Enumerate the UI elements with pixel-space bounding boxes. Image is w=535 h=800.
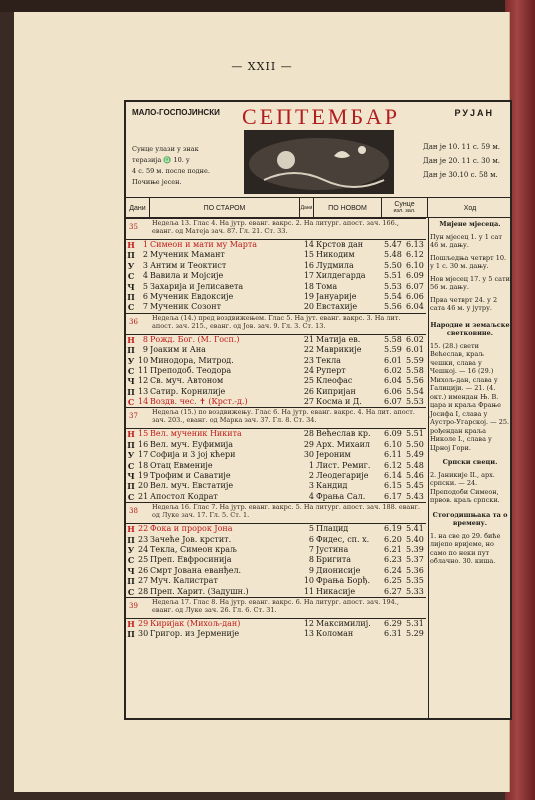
sunrise: 5.59 xyxy=(384,345,402,355)
day-row xyxy=(126,429,426,439)
day-row xyxy=(126,629,426,639)
sunrise: 6.20 xyxy=(384,534,402,544)
col-days: Дани xyxy=(126,198,150,218)
weekday: П xyxy=(127,250,135,261)
old-date: 12 xyxy=(138,376,148,386)
new-saint: Дионисије xyxy=(316,565,361,575)
old-date: 27 xyxy=(138,576,148,586)
day-row xyxy=(126,240,426,250)
weekday: У xyxy=(127,260,135,271)
old-date: 1 xyxy=(142,240,148,249)
old-saint: Григор. из Јерменије xyxy=(150,629,240,639)
sunrise: 5.54 xyxy=(384,291,402,301)
week-number: 39 xyxy=(129,601,138,610)
new-date: 9 xyxy=(308,565,314,575)
weekday: П xyxy=(127,386,135,397)
new-date: 20 xyxy=(303,302,314,312)
new-date: 24 xyxy=(303,365,314,375)
moon-phase-new: Нов мјесец 17. у 5 сати 56 м. дању. xyxy=(430,274,510,291)
sunrise: 5.50 xyxy=(384,260,402,270)
old-saint: Вел. муч. Еуфимија xyxy=(150,439,234,449)
serbian-saints-heading: Српски свеци. xyxy=(442,458,498,466)
new-date: 19 xyxy=(303,291,314,301)
sunrise: 6.27 xyxy=(384,586,402,596)
weekday: П xyxy=(127,481,135,492)
sunset: 5.59 xyxy=(406,355,424,365)
new-saint: Кипријан xyxy=(316,386,356,396)
new-date: 22 xyxy=(303,345,314,355)
sunset: 6.02 xyxy=(406,334,424,344)
old-date: 18 xyxy=(138,460,148,470)
new-date: 13 xyxy=(303,629,314,639)
sunset: 5.53 xyxy=(406,397,424,407)
new-saint: Плацид xyxy=(316,524,349,534)
day-row xyxy=(126,292,426,302)
sunrise: 6.24 xyxy=(384,565,402,575)
sunrise: 5.51 xyxy=(384,271,402,281)
new-saint: Максимилиј. xyxy=(316,618,371,628)
old-date: 5 xyxy=(142,281,148,291)
moon-phase-full: Пун мјесец 1. у 1 сат 46 м. дању. xyxy=(430,232,503,249)
new-saint: Фрања Сал. xyxy=(316,491,366,501)
day-row xyxy=(126,261,426,271)
sunrise: 6.11 xyxy=(384,450,402,460)
sunrise: 6.25 xyxy=(384,576,402,586)
new-date: 10 xyxy=(303,576,314,586)
sunrise: 6.23 xyxy=(384,555,402,565)
new-saint: Већеслав кр. xyxy=(316,429,371,439)
sunset: 5.49 xyxy=(406,450,424,460)
month-croatian-name: РУЈАН xyxy=(454,108,494,118)
old-date: 11 xyxy=(138,365,148,375)
old-saint: Минодора, Митрод. xyxy=(150,355,234,365)
illustration-image xyxy=(244,130,394,194)
new-saint: Лудмила xyxy=(316,260,354,270)
day-row xyxy=(126,555,426,565)
sunset: 5.43 xyxy=(406,491,424,501)
old-saint: Мученик Созонт xyxy=(150,302,222,312)
moon-phase-first: Прва четврт 24. у 2 сата 46 м. у јутру. xyxy=(430,295,498,312)
old-saint: Воздв. чес. ✝ (Крст.-д.) xyxy=(150,397,248,407)
month-old-name: МАЛО-ГОСПОЈИНСКИ xyxy=(132,108,220,117)
new-saint: Матија ев. xyxy=(316,334,361,344)
holidays-text: 15. (28.) свети Већеслав, краљ чешки, слава у Чешкој. — 16 (29.) Михољ-дан, слава у Галицији. — 21. (4. окт.) имендан Њ. В. цара и краља Фрање Јосифа I, слава у Аустро-Угарској. — 25. рођендан краља Николе I., слава у Црној Гори. xyxy=(430,341,510,452)
new-saint: Лист. Ремиг. xyxy=(316,460,371,470)
new-saint: Никасије xyxy=(316,586,356,596)
page-top-strip xyxy=(0,0,535,12)
new-date: 28 xyxy=(303,429,314,439)
new-date: 25 xyxy=(303,376,314,386)
weekday: С xyxy=(127,460,135,471)
day-row xyxy=(126,345,426,355)
day-lengths: Дан је 10. 11 с. 59 м. Дан је 20. 11 с. 30 м. Дан је 30.10 с. 58 м. xyxy=(423,143,500,179)
new-date: 7 xyxy=(308,544,314,554)
new-saint: Арх. Михаил xyxy=(316,439,370,449)
new-date: 12 xyxy=(303,618,314,628)
sunrise: 6.02 xyxy=(384,365,402,375)
sunrise: 6.31 xyxy=(384,629,402,639)
weekday: С xyxy=(127,397,135,408)
new-saint: Фидес, сп. х. xyxy=(316,534,370,544)
day-row xyxy=(126,545,426,555)
old-date: 16 xyxy=(138,439,148,449)
old-saint: Симеон и мати му Марта xyxy=(150,240,258,249)
sunset: 5.58 xyxy=(406,365,424,375)
old-saint: Антим и Теоктист xyxy=(150,260,227,270)
sunset: 5.48 xyxy=(406,460,424,470)
day-row xyxy=(126,481,426,491)
old-date: 4 xyxy=(142,271,148,281)
new-saint: Маврикије xyxy=(316,345,362,355)
old-saint: Отац Евменије xyxy=(150,460,213,470)
sunrise: 6.01 xyxy=(384,355,402,365)
weekday: Н xyxy=(127,524,135,535)
sunrise: 6.12 xyxy=(384,460,402,470)
new-date: 4 xyxy=(308,491,314,501)
weekday: Н xyxy=(127,618,135,629)
sunrise: 5.53 xyxy=(384,281,402,291)
weather-text: 1. на све до 29. биће лијепо вријеме, но само по неки пут облачно. 30. киша. xyxy=(430,531,501,565)
new-saint: Тома xyxy=(316,281,338,291)
sunset: 5.33 xyxy=(406,586,424,596)
new-saint: Евстахије xyxy=(316,302,358,312)
new-date: 2 xyxy=(308,471,314,481)
sunset: 6.01 xyxy=(406,345,424,355)
weekday: Ч xyxy=(127,376,135,387)
days-table xyxy=(126,218,426,640)
day-row xyxy=(126,619,426,629)
week-number: 37 xyxy=(129,412,138,421)
weekday: П xyxy=(127,534,135,545)
weekday: П xyxy=(127,345,135,356)
new-date: 30 xyxy=(303,450,314,460)
sunrise: 6.06 xyxy=(384,386,402,396)
day-row xyxy=(126,387,426,397)
new-saint: Јустина xyxy=(316,544,349,554)
sunset: 5.29 xyxy=(406,629,424,639)
new-saint: Леодегарије xyxy=(316,471,369,481)
calendar-page xyxy=(14,12,510,792)
new-date: 3 xyxy=(308,481,314,491)
col-days-2: Дани xyxy=(300,198,314,218)
day-row xyxy=(126,471,426,481)
sunrise: 6.15 xyxy=(384,481,402,491)
old-date: 19 xyxy=(138,471,148,481)
weekday: Н xyxy=(127,334,135,345)
weekday: Н xyxy=(127,240,135,250)
old-date: 2 xyxy=(142,250,148,260)
old-saint: Вел. мученик Никита xyxy=(150,429,242,439)
old-saint: Трофим и Саватије xyxy=(150,471,231,481)
old-date: 10 xyxy=(138,355,148,365)
sunrise: 6.04 xyxy=(384,376,402,386)
sunset: 5.31 xyxy=(406,618,424,628)
new-date: 27 xyxy=(303,397,314,407)
day-row xyxy=(126,282,426,292)
old-date: 25 xyxy=(138,555,148,565)
new-date: 14 xyxy=(303,240,314,249)
weather-heading: Стогодишњака та о времену. xyxy=(432,510,508,527)
old-date: 23 xyxy=(138,534,148,544)
week-note xyxy=(126,597,426,619)
sunrise: 5.56 xyxy=(384,302,402,312)
old-saint: Преподоб. Теодора xyxy=(150,365,232,375)
sunrise: 6.07 xyxy=(384,397,402,407)
day-row xyxy=(126,461,426,471)
old-date: 30 xyxy=(138,629,148,639)
new-saint: Клеофас xyxy=(316,376,353,386)
sunset: 6.10 xyxy=(406,260,424,270)
moon-phases-heading: Мијене мјесеца. xyxy=(439,220,501,228)
old-saint: Вел. муч. Евстатије xyxy=(150,481,234,491)
old-date: 26 xyxy=(138,565,148,575)
old-saint: Мученик Евдоксије xyxy=(150,291,234,301)
day-row xyxy=(126,335,426,345)
weekday: С xyxy=(127,271,135,282)
sunset: 5.36 xyxy=(406,565,424,575)
weekday: П xyxy=(127,629,135,640)
sunset: 5.39 xyxy=(406,544,424,554)
day-row xyxy=(126,376,426,386)
col-new-style: ПО НОВОМ xyxy=(314,198,382,218)
new-saint: Фрања Борђ. xyxy=(316,576,371,586)
new-date: 15 xyxy=(303,250,314,260)
new-saint: Крстов дан xyxy=(316,240,364,249)
weekday: У xyxy=(127,544,135,555)
old-saint: Преп. Харит. (Задушн.) xyxy=(150,586,249,596)
old-saint: Јоаким и Ана xyxy=(150,345,206,355)
new-date: 26 xyxy=(303,386,314,396)
weekday: У xyxy=(127,450,135,461)
new-date: 1 xyxy=(308,460,314,470)
sunset: 5.56 xyxy=(406,376,424,386)
month-title: СЕПТЕМБАР xyxy=(242,104,400,129)
old-saint: Вавила и Мојсије xyxy=(150,271,224,281)
new-date: 18 xyxy=(303,281,314,291)
side-divider xyxy=(428,218,429,720)
day-row xyxy=(126,576,426,586)
moon-phase-last: Пошљедња четврт 10. у 1 с. 30 м. дању. xyxy=(430,253,507,270)
new-saint: Бригита xyxy=(316,555,352,565)
sunset: 5.37 xyxy=(406,555,424,565)
old-saint: Текла, Симеон краљ xyxy=(150,544,237,554)
new-saint: Никодим xyxy=(316,250,355,260)
old-date: 8 xyxy=(142,334,148,344)
sunrise: 5.58 xyxy=(384,334,402,344)
new-date: 17 xyxy=(303,271,314,281)
week-note-text: Недеља (15.) по воздвижењу. Глас 6. На јутр. еванг. вакрс. 4. На лит. апост. зач. 203., еванг. од Марка зач. 37. Гл. 8. Ст. 34. xyxy=(152,408,415,425)
week-note xyxy=(126,407,426,429)
week-note-text: Недеља 13. Глас 4. На јутр. еванг. вакрс. 2. На литург. апост. зач. 166., еванг. од Матеја зач. 87. Гл. 21. Ст. 33. xyxy=(152,219,399,235)
sunset: 5.50 xyxy=(406,439,424,449)
day-row xyxy=(126,535,426,545)
sun-entry: Сунце улази у знак теразија ♎ 10. у 4 с. 59 м. после подне. Почиње јесен. xyxy=(132,145,210,186)
old-date: 14 xyxy=(138,397,148,407)
new-saint: Јероним xyxy=(316,450,351,460)
day-row xyxy=(126,440,426,450)
old-date: 15 xyxy=(138,429,148,439)
old-saint: Преп. Евфросинија xyxy=(150,555,232,565)
week-number: 35 xyxy=(129,223,138,231)
page-number: — XXII — xyxy=(231,60,293,73)
sunset: 6.06 xyxy=(406,291,424,301)
sunrise: 6.09 xyxy=(384,429,402,439)
day-row xyxy=(126,302,426,312)
new-date: 11 xyxy=(303,586,314,596)
weekday: П xyxy=(127,291,135,302)
day-row xyxy=(126,492,426,502)
weekday: Н xyxy=(127,429,135,440)
week-note xyxy=(126,313,426,335)
new-date: 29 xyxy=(303,439,314,449)
old-date: 20 xyxy=(138,481,148,491)
old-date: 9 xyxy=(142,345,148,355)
new-saint: Текла xyxy=(316,355,341,365)
col-moon: Ход xyxy=(463,204,477,212)
holidays-heading: Народне и земаљске светковине. xyxy=(430,320,510,337)
sunrise: 6.10 xyxy=(384,439,402,449)
sunset: 6.04 xyxy=(406,302,424,312)
old-date: 13 xyxy=(138,386,148,396)
sunrise: 5.48 xyxy=(384,250,402,260)
sunset: 6.13 xyxy=(406,240,424,249)
weekday: С xyxy=(127,365,135,376)
old-date: 28 xyxy=(138,586,148,596)
old-date: 6 xyxy=(142,291,148,301)
old-date: 29 xyxy=(138,618,148,628)
sunset: 5.51 xyxy=(406,429,424,439)
old-saint: Фока и пророк Јона xyxy=(150,524,233,534)
old-saint: Софија и 3 јој кћери xyxy=(150,450,236,460)
day-row xyxy=(126,356,426,366)
old-saint: Сатир. Корнилије xyxy=(150,386,226,396)
new-date: 23 xyxy=(303,355,314,365)
weekday: С xyxy=(127,302,135,313)
old-date: 24 xyxy=(138,544,148,554)
sunset: 6.12 xyxy=(406,250,424,260)
week-note-text: Недеља (14.) пред воздвижењем. Глас 5. На јут. еванг. вакрс. 3. На лит. апост. зач. 215., еванг. од Јов. зач. 9. Гл. 3. Ст. 13. xyxy=(152,313,401,330)
old-saint: Зачеће Јов. крстит. xyxy=(150,534,232,544)
weekday: Ч xyxy=(127,471,135,482)
new-date: 5 xyxy=(308,524,314,534)
new-saint: Косма и Д. xyxy=(316,397,362,407)
weekday: С xyxy=(127,555,135,566)
day-row xyxy=(126,566,426,576)
old-saint: Смрт Јована еванђел. xyxy=(150,565,242,575)
col-old-style: ПО СТАРОМ xyxy=(150,198,300,218)
week-number: 36 xyxy=(129,317,138,326)
sunrise: 5.47 xyxy=(384,240,402,249)
new-date: 6 xyxy=(308,534,314,544)
week-number: 38 xyxy=(129,507,138,516)
new-saint: Хилдегарда xyxy=(316,271,366,281)
new-saint: Јануарије xyxy=(316,291,357,301)
calendar-box xyxy=(124,100,512,720)
weekday: П xyxy=(127,439,135,450)
sunset: 5.46 xyxy=(406,471,424,481)
week-note xyxy=(126,502,426,524)
column-headers xyxy=(126,198,510,218)
week-note-text: Недеља 17. Глас 8. На јутр. еванг. вакрс. 6. На литург. апост. зач. 194., еванг. од Луке зач. 26. Гл. 6. Ст. 31. xyxy=(152,597,399,614)
sunset: 5.45 xyxy=(406,481,424,491)
sunrise: 6.14 xyxy=(384,471,402,481)
new-saint: Кандид xyxy=(316,481,348,491)
day-row xyxy=(126,366,426,376)
weekday: П xyxy=(127,576,135,587)
day-row xyxy=(126,250,426,260)
old-saint: Захарија и Јелисавета xyxy=(150,281,244,291)
old-date: 21 xyxy=(138,491,148,501)
day-row xyxy=(126,271,426,281)
old-saint: Муч. Калистрат xyxy=(150,576,218,586)
weekday: С xyxy=(127,586,135,597)
day-row xyxy=(126,450,426,460)
sunset: 6.07 xyxy=(406,281,424,291)
sunrise: 6.17 xyxy=(384,491,402,501)
col-sun: Сунце изл. зал. xyxy=(382,198,428,218)
weekday: С xyxy=(127,491,135,502)
serbian-saints-text: 2. Јаникије II., арх. српски. — 24. Преподоби Симеон, првов. краљ српски. xyxy=(430,470,500,504)
sunset: 5.40 xyxy=(406,534,424,544)
new-saint: Руперт xyxy=(316,365,346,375)
new-date: 21 xyxy=(303,334,314,344)
new-date: 16 xyxy=(303,260,314,270)
weekday: Ч xyxy=(127,281,135,292)
old-saint: Рожд. Бог. (М. Госп.) xyxy=(150,334,240,344)
sunset: 5.54 xyxy=(406,386,424,396)
week-note xyxy=(126,218,426,240)
old-saint: Мученик Мамант xyxy=(150,250,225,260)
old-saint: Св. муч. Автоном xyxy=(150,376,224,386)
old-saint: Апостол Кодрат xyxy=(150,491,218,501)
old-date: 22 xyxy=(138,524,148,534)
sunset: 5.41 xyxy=(406,524,424,534)
day-row xyxy=(126,397,426,407)
week-note-text: Недеља 16. Глас 7. На јутр. еванг. вакрс. 5. На литург. апост. зач. 188. еванг. од Луке зач. 17. Гл. 5. Ст. 1. xyxy=(152,503,421,520)
sunrise: 6.29 xyxy=(384,618,402,628)
sunset: 5.35 xyxy=(406,576,424,586)
sunrise: 6.19 xyxy=(384,524,402,534)
sunrise: 6.21 xyxy=(384,544,402,554)
month-header xyxy=(126,102,510,198)
new-saint: Коломан xyxy=(316,629,354,639)
day-row xyxy=(126,524,426,534)
sunset: 6.09 xyxy=(406,271,424,281)
weekday: У xyxy=(127,355,135,366)
old-date: 7 xyxy=(142,302,148,312)
day-row xyxy=(126,587,426,597)
weekday: Ч xyxy=(127,565,135,576)
old-saint: Киријак (Михољ-дан) xyxy=(150,618,241,628)
new-date: 8 xyxy=(308,555,314,565)
old-date: 17 xyxy=(138,450,148,460)
side-column xyxy=(430,220,510,566)
old-date: 3 xyxy=(142,260,148,270)
